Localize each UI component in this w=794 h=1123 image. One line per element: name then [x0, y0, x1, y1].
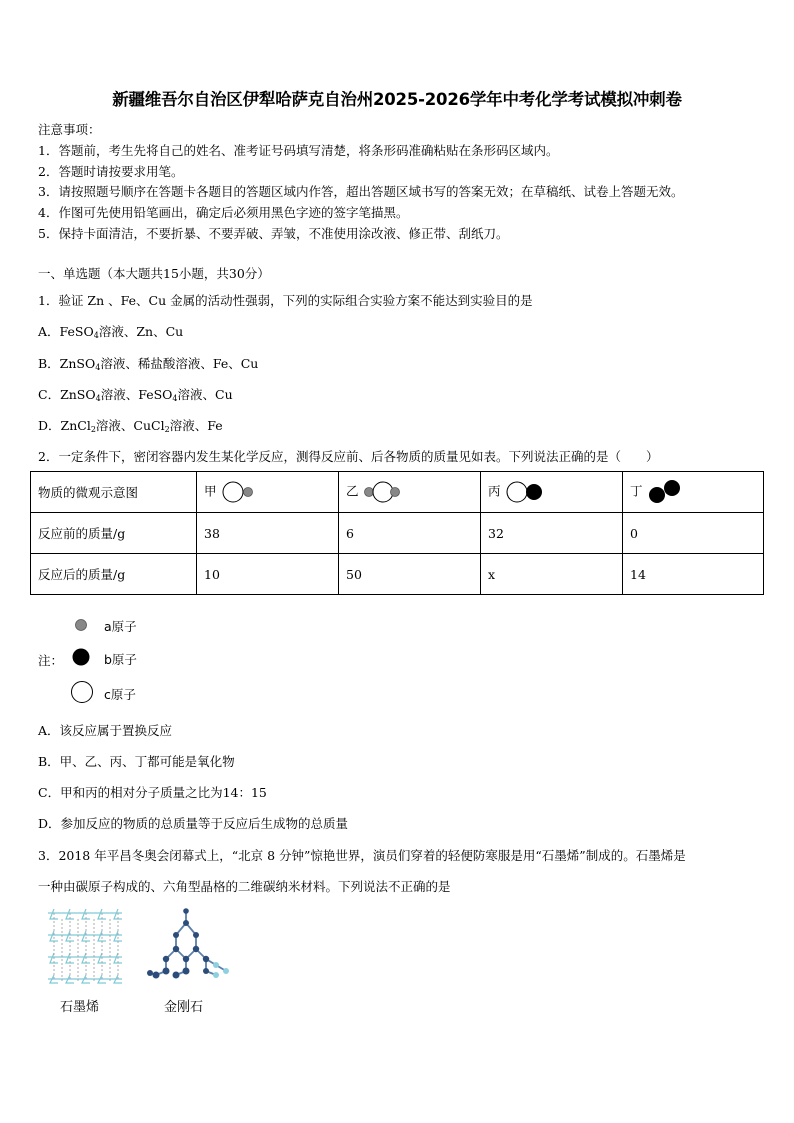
notice-item: 2．答题时请按要求用笔。	[38, 164, 184, 179]
question-1-option-d: D．ZnCl$_2$溶液、CuCl$_2$溶液、Fe	[38, 418, 223, 434]
table-cell: 0	[623, 513, 764, 554]
molecule-jia-icon	[221, 479, 255, 505]
table-cell: 38	[197, 513, 339, 554]
question-3-stem-line1: 3．2018 年平昌冬奥会闭幕式上，“北京 8 分钟”惊艳世界，演员们穿着的轻便防寒服是用“石墨烯”制成的。石墨烯是	[38, 848, 686, 863]
notice-item: 5．保持卡面清洁，不要折暴、不要弄破、弄皱，不准使用涂改液、修正带、刮纸刀。	[38, 226, 509, 241]
c-atom-icon	[70, 680, 94, 707]
table-row	[31, 513, 764, 554]
question-1-option-b: B．ZnSO$_4$溶液、稀盐酸溶液、Fe、Cu	[38, 356, 259, 372]
table-row-label: 反应前的质量/g	[31, 513, 197, 554]
legend-prefix: 注：	[38, 653, 64, 668]
legend-label-a: a原子	[104, 619, 137, 634]
question-3-stem-line2: 一种由碳原子构成的、六角型晶格的二维碳纳米材料。下列说法不正确的是	[38, 879, 451, 894]
mass-table	[30, 471, 764, 595]
question-2-option-c: C．甲和丙的相对分子质量之比为14：15	[38, 785, 267, 800]
notice-item: 4．作图可先使用铅笔画出，确定后必须用黑色字迹的签字笔描黑。	[38, 205, 409, 220]
table-cell-substance: 丙	[481, 472, 623, 513]
table-cell: 50	[339, 554, 481, 595]
question-2-stem: 2．一定条件下，密闭容器内发生某化学反应，测得反应前、后各物质的质量见如表。下列说法正确的是（ ）	[38, 449, 659, 464]
question-1-option-c: C．ZnSO$_4$溶液、FeSO$_4$溶液、Cu	[38, 387, 233, 403]
question-2-option-a: A．该反应属于置换反应	[38, 723, 173, 738]
table-cell: 10	[197, 554, 339, 595]
table-row-label: 反应后的质量/g	[31, 554, 197, 595]
question-1-option-a: A．FeSO$_4$溶液、Zn、Cu	[38, 324, 184, 340]
table-cell: 6	[339, 513, 481, 554]
table-cell: x	[481, 554, 623, 595]
table-cell-substance: 乙	[339, 472, 481, 513]
b-atom-icon	[71, 647, 91, 670]
diamond-caption: 金刚石	[164, 1000, 204, 1015]
molecule-ding-icon	[647, 478, 681, 506]
table-row	[31, 554, 764, 595]
graphite-structure-image	[44, 905, 126, 988]
a-atom-icon	[74, 618, 88, 635]
notice-heading: 注意事项：	[38, 122, 101, 137]
molecule-yi-icon	[363, 479, 405, 505]
molecule-bing-icon	[505, 479, 545, 505]
notice-item: 1．答题前，考生先将自己的姓名、准考证号码填写清楚，将条形码准确粘贴在条形码区域内。	[38, 143, 559, 158]
table-cell: 32	[481, 513, 623, 554]
section-heading: 一、单选题（本大题共15小题，共30分）	[38, 266, 270, 281]
legend-label-b: b原子	[104, 651, 137, 667]
exam-title: 新疆维吾尔自治区伊犁哈萨克自治州2025-2026学年中考化学考试模拟冲刺卷	[112, 90, 682, 109]
question-1-stem: 1．验证 Zn 、Fe、Cu 金属的活动性强弱，下列的实际组合实验方案不能达到实验目的是	[38, 293, 533, 308]
diamond-structure-image	[146, 905, 236, 988]
table-cell-substance: 丁	[623, 472, 764, 513]
question-2-option-d: D．参加反应的物质的总质量等于反应后生成物的总质量	[38, 816, 349, 831]
table-cell: 14	[623, 554, 764, 595]
notice-item: 3．请按照题号顺序在答题卡各题目的答题区域内作答，超出答题区域书写的答案无效；在草稿纸、试卷上答题无效。	[38, 184, 684, 199]
legend-label-c: c原子	[104, 686, 136, 702]
table-header-cell: 物质的微观示意图	[31, 472, 197, 513]
question-2-option-b: B．甲、乙、丙、丁都可能是氧化物	[38, 754, 235, 769]
table-row	[31, 472, 764, 513]
graphite-caption: 石墨烯	[60, 1000, 100, 1015]
table-cell-substance: 甲	[197, 472, 339, 513]
